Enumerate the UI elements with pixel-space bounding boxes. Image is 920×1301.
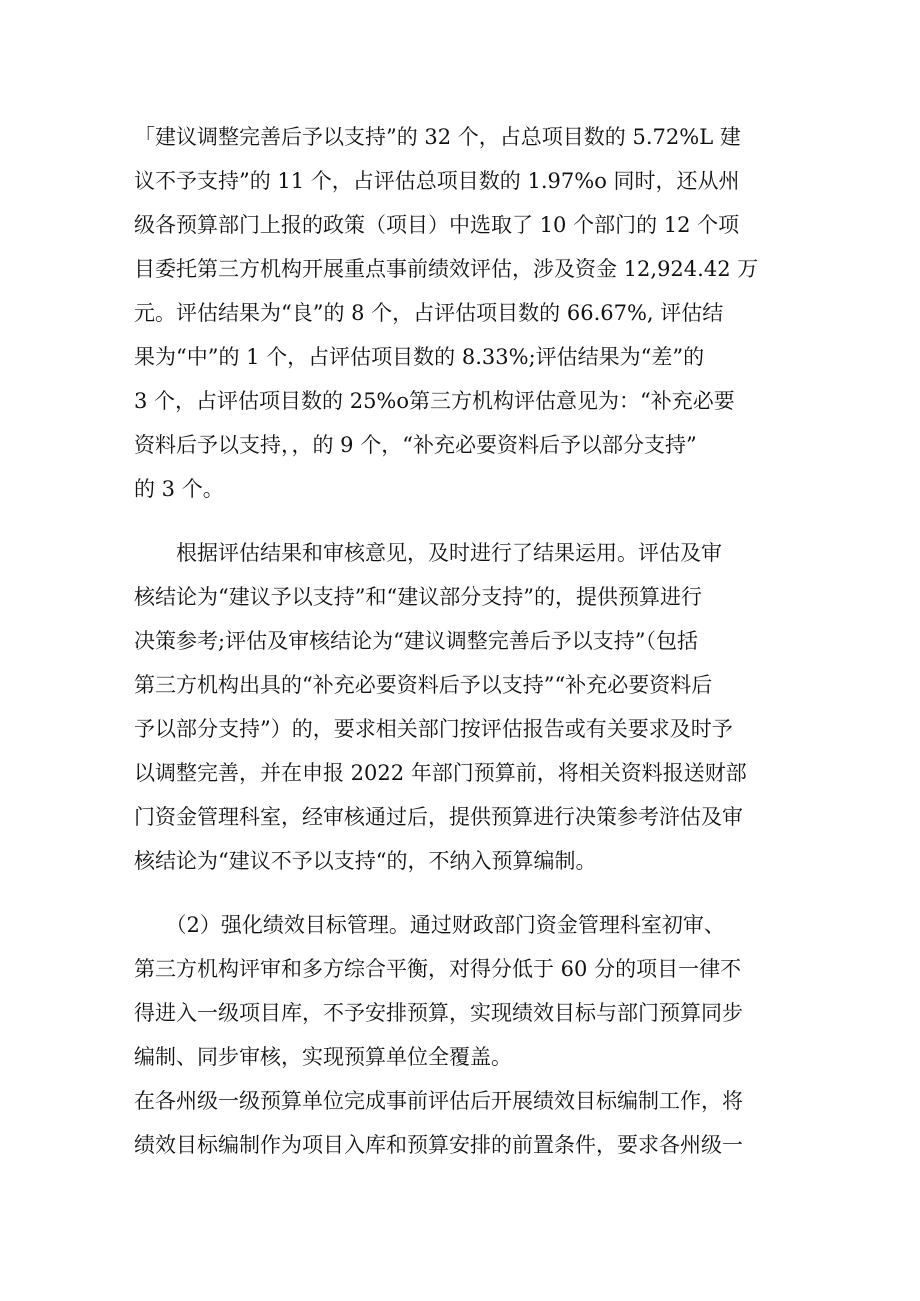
text-line: 得进入一级项目库，不予安排预算，实现绩效目标与部门预算同步 xyxy=(134,1001,743,1025)
text-line: 第三方机构评审和多方综合平衡，对得分低于 60 分的项目一律不 xyxy=(134,957,742,981)
text-line: 根据评估结果和审核意见，及时进行了结果运用。评估及审 xyxy=(134,541,722,565)
text-line: （2）强化绩效目标管理。通过财政部门资金管理科室初审、 xyxy=(134,913,725,937)
text-line: 决策参考;评估及审核结论为“建议调整完善后予以支持”（包括 xyxy=(134,629,699,653)
text-line: 第三方机构出具的“补充必要资料后予以支持”“补充必要资料后 xyxy=(134,673,713,697)
text-line: 果为“中”的 1 个，占评估项目数的 8.33%;评估结果为“差”的 xyxy=(134,345,705,369)
text-line: 「建议调整完善后予以支持”的 32 个，占总项目数的 5.72%L 建 xyxy=(134,125,741,149)
text-line: 核结论为“建议予以支持”和“建议部分支持”的，提供预算进行 xyxy=(134,585,702,609)
text-line: 元。评估结果为“良”的 8 个，占评估项目数的 66.67%, 评估结 xyxy=(134,301,724,325)
text-line: 门资金管理科室，经审核通过后，提供预算进行决策参考浒估及审 xyxy=(134,805,743,829)
text-line: 的 3 个。 xyxy=(134,477,224,501)
paragraph-goal-compilation xyxy=(134,1079,794,1167)
text-line: 核结论为“建议不予以支持“的，不纳入预算编制。 xyxy=(134,849,597,873)
text-line: 级各预算部门上报的政策（项目）中选取了 10 个部门的 12 个项 xyxy=(134,213,740,237)
text-line: 予以部分支持”）的，要求相关部门按评估报告或有关要求及时予 xyxy=(134,717,733,741)
text-line: 议不予支持”的 11 个，占评估总项目数的 1.97%o 同时，还从州 xyxy=(134,169,740,193)
text-line: 以调整完善，并在申报 2022 年部门预算前，将相关资料报送财部 xyxy=(134,761,747,785)
paragraph-evaluation-results xyxy=(134,115,794,511)
paragraph-performance-goals xyxy=(134,903,794,1079)
text-line: 资料后予以支持，，的 9 个，“补充必要资料后予以部分支持” xyxy=(134,433,697,457)
text-line: 3 个，占评估项目数的 25%o第三方机构评估意见为：“补充必要 xyxy=(134,389,735,413)
text-line: 目委托第三方机构开展重点事前绩效评估，涉及资金 12,924.42 万 xyxy=(134,257,759,281)
paragraph-result-application xyxy=(134,531,794,883)
text-line: 绩效目标编制作为项目入库和预算安排的前置条件，要求各州级一 xyxy=(134,1133,743,1157)
text-line: 在各州级一级预算单位完成事前评估后开展绩效目标编制工作，将 xyxy=(134,1089,743,1113)
text-line: 编制、同步审核，实现预算单位全覆盖。 xyxy=(134,1045,512,1069)
